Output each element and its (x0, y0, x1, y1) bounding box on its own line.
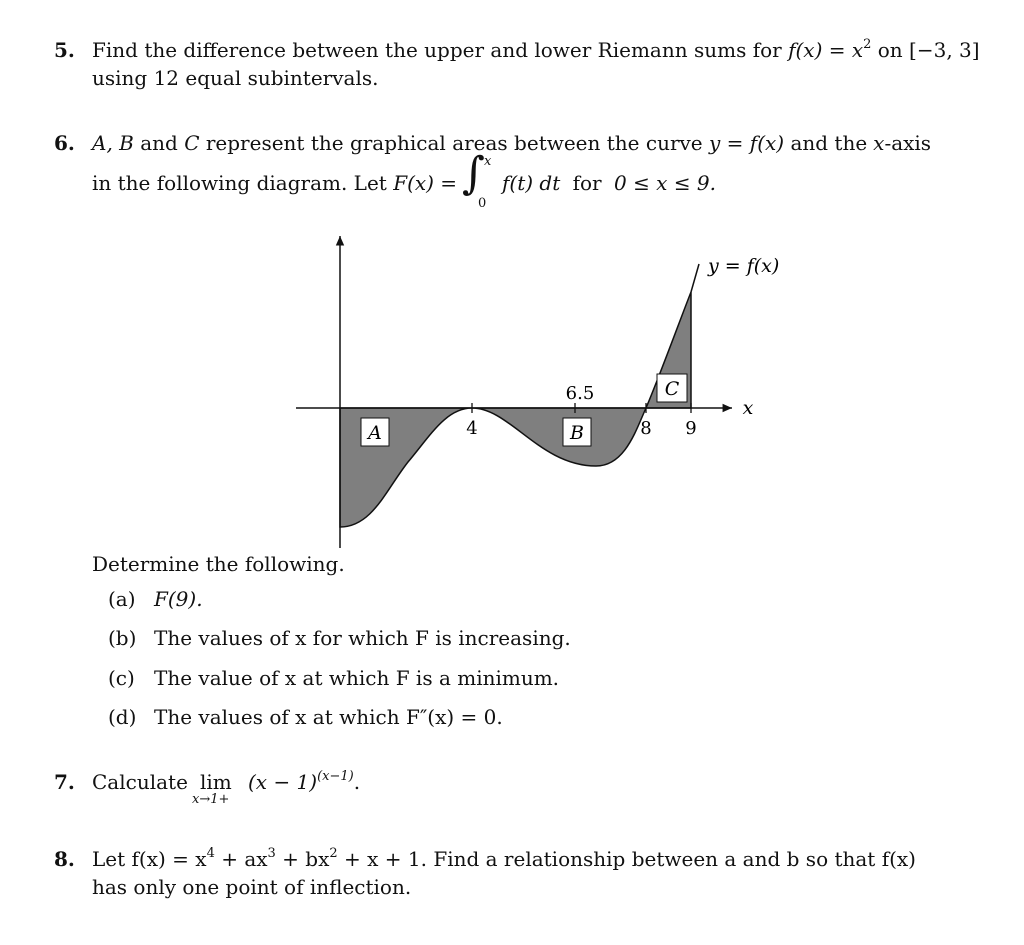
part-d-text: The values of x at which F″(x) = 0. (154, 705, 503, 729)
x-axis-label: x (742, 397, 754, 419)
problem-6-represent: represent the graphical areas between the curve (205, 131, 703, 155)
problem-6-let: in the following diagram. Let (92, 171, 387, 195)
part-a-text: F(9). (154, 587, 203, 611)
integral-upper-limit: x (484, 154, 492, 169)
problem-6-ab: A, B (92, 131, 134, 155)
problem-8-text-c: + bx (282, 847, 330, 871)
region-c-label: C (664, 378, 680, 400)
problem-6-x: x (873, 131, 885, 155)
problem-7-number: 7. (54, 770, 75, 794)
problem-6-Fx: F(x) = (393, 171, 458, 195)
limit-operator: lim (200, 770, 232, 794)
problem-7-text: Calculate (92, 770, 188, 794)
problem-5-line-2: using 12 equal subintervals. (92, 66, 379, 90)
problem-8-text-a: Let f(x) = x (92, 847, 207, 871)
tick-label-4: 4 (466, 418, 478, 439)
region-a-fill (340, 408, 472, 527)
problem-6-integrand: f(t) dt (502, 171, 561, 195)
problem-6-number: 6. (54, 131, 75, 155)
determine-heading: Determine the following. (92, 552, 345, 576)
integral-lower-limit: 0 (478, 196, 487, 211)
region-a-label: A (368, 422, 382, 444)
problem-6-curve: y = f(x) (709, 131, 785, 155)
tick-label-9: 9 (685, 418, 697, 439)
problem-8-exp-3: 3 (267, 846, 276, 861)
part-c-text: The value of x at which F is a minimum. (154, 666, 560, 690)
part-c-label: (c) (108, 666, 135, 690)
limit-expression: (x − 1) (248, 770, 318, 794)
problem-8-number: 8. (54, 847, 75, 871)
region-b-fill (472, 408, 646, 466)
problem-8-exp-2: 2 (329, 846, 338, 861)
problem-7-expression (248, 770, 360, 794)
curve-label: y = f(x) (708, 255, 780, 277)
region-b-label: B (570, 422, 584, 444)
limit-subscript: x→1+ (192, 792, 230, 807)
problem-8-exp-4: 4 (206, 846, 215, 861)
problem-5-function: f(x) = x (788, 38, 864, 62)
part-d-label: (d) (108, 705, 137, 729)
problem-5-text-b: on [−3, 3] (877, 38, 980, 62)
part-b-label: (b) (108, 626, 137, 650)
integral-sign-icon: ∫ (462, 148, 485, 199)
curve-line (691, 264, 699, 292)
problem-8-text-d: + x + 1. Find a relationship between a and b so that f(x) (344, 847, 916, 871)
problem-6-and-the: and the (790, 131, 868, 155)
limit-period: . (353, 770, 361, 794)
problem-6-for: for (572, 171, 602, 195)
problem-5-exponent: 2 (863, 37, 872, 52)
part-a-label: (a) (108, 587, 136, 611)
problem-8-text-b: + ax (221, 847, 268, 871)
problem-8-line-1 (92, 847, 916, 871)
problem-8-line-2: has only one point of inflection. (92, 875, 412, 899)
problem-6-domain: 0 ≤ x ≤ 9. (613, 171, 717, 195)
tick-label-8: 8 (640, 418, 652, 439)
problem-5-number: 5. (54, 38, 75, 62)
problem-5-text-a: Find the difference between the upper and lower Riemann sums for (92, 38, 782, 62)
problem-6-c: C (184, 131, 200, 155)
part-b-text: The values of x for which F is increasing. (154, 626, 571, 650)
problem-6-and: and (140, 131, 178, 155)
problem-6-axis: -axis (884, 131, 932, 155)
limit-exponent: (x−1) (317, 769, 354, 784)
tick-label-6-5: 6.5 (565, 383, 595, 404)
